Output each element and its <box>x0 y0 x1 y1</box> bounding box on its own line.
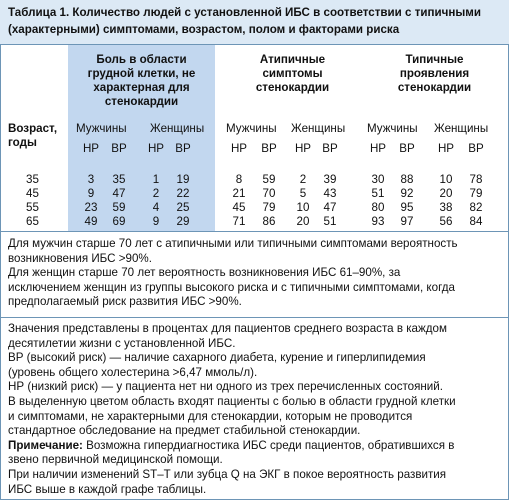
table-cell: 9 <box>87 187 95 200</box>
group2-header-line: Атипичные <box>259 53 326 66</box>
table-cell: 2 <box>299 173 307 186</box>
vr-label: ВР <box>399 142 415 155</box>
vr-label: ВР <box>175 142 191 155</box>
note-block-1 <box>8 237 503 310</box>
note-line: исключением женщин из группы высокого риска и с типичными симптомами, когда <box>8 280 456 294</box>
age-value: 65 <box>26 215 39 228</box>
note-line: Для мужчин старше 70 лет с атипичными или типичными симптомами вероятность <box>8 237 458 250</box>
table-cell: 79 <box>469 187 483 200</box>
group2-header-line: симптомы <box>262 67 323 80</box>
women-label: Женщины <box>434 122 489 135</box>
np-label: НР <box>82 142 100 155</box>
note-line: В выделенную цветом область входят пациенты с болью в области грудной клетки <box>8 394 456 408</box>
note-line: десятилетии жизни с установленной ИБС. <box>8 336 236 350</box>
note-line: ИБС выше в каждой графе таблицы. <box>8 482 207 496</box>
table-cell: 47 <box>112 187 126 200</box>
divider <box>0 317 509 318</box>
age-label <box>8 122 57 150</box>
vr-label: ВР <box>322 142 338 155</box>
table-cell: 82 <box>469 201 483 214</box>
group1-header <box>68 53 215 109</box>
table-cell: 43 <box>323 187 337 200</box>
table-cell: 1 <box>152 173 160 186</box>
np-label: НР <box>437 142 455 155</box>
table-cell: 88 <box>400 173 414 186</box>
note-line: звено первичной медицинской помощи. <box>8 453 223 467</box>
table-cell: 22 <box>176 187 190 200</box>
age-value: 45 <box>26 187 39 200</box>
table-cell: 49 <box>84 215 98 228</box>
table-cell: 59 <box>262 173 276 186</box>
table-cell: 20 <box>439 187 453 200</box>
age-value: 55 <box>26 201 39 214</box>
age-label-line: Возраст, <box>8 122 58 135</box>
table-cell: 2 <box>152 187 160 200</box>
group2-header-line: стенокардии <box>255 81 330 94</box>
men-label: Мужчины <box>367 122 418 135</box>
note-line <box>8 439 503 454</box>
note-line: ВР (высокий риск) — наличие сахарного диабета, курение и гиперлипидемия <box>8 351 426 365</box>
table-cell: 3 <box>87 173 95 186</box>
table-cell: 70 <box>262 187 276 200</box>
group2-header <box>220 53 365 95</box>
note-bold-label: Примечание: <box>8 438 83 452</box>
table-cell: 21 <box>232 187 246 200</box>
group3-header-line: Типичные <box>405 53 464 66</box>
table-cell: 69 <box>112 215 126 228</box>
table-cell: 95 <box>400 201 414 214</box>
men-label: Мужчины <box>76 122 127 135</box>
table-cell: 93 <box>371 215 385 228</box>
table-cell: 9 <box>152 215 160 228</box>
divider <box>0 231 509 232</box>
table-cell: 84 <box>469 215 483 228</box>
table-cell: 5 <box>299 187 307 200</box>
vr-label: ВР <box>261 142 277 155</box>
group3-header-line: проявления <box>399 67 470 80</box>
table-title <box>0 0 509 45</box>
title-text: Таблица 1. Количество людей с установленной ИБС в соответствии с типичными (характерными) симптомами, возрастом, полом и факторами риска <box>8 6 481 36</box>
note-line: возникновения ИБС >90%. <box>8 251 152 265</box>
table-cell: 19 <box>176 173 190 186</box>
note-line: стандартное обследование на предмет стабильной стенокардии. <box>8 424 361 438</box>
table-cell: 25 <box>176 201 190 214</box>
vr-label: ВР <box>468 142 484 155</box>
group1-header-line: стенокардии <box>104 95 179 108</box>
note-line: Значения представлены в процентах для пациентов среднего возраста в каждом <box>8 322 447 335</box>
table-cell: 20 <box>296 215 310 228</box>
table-cell: 35 <box>112 173 126 186</box>
np-label: НР <box>294 142 312 155</box>
table-cell: 38 <box>439 201 453 214</box>
note-line: НР (низкий риск) — у пациента нет ни одного из трех перечисленных состояний. <box>8 380 443 394</box>
women-label: Женщины <box>291 122 346 135</box>
np-label: НР <box>369 142 387 155</box>
table-cell: 4 <box>152 201 160 214</box>
note-line: Для женщин старше 70 лет вероятность возникновения ИБС 61–90%, за <box>8 266 401 280</box>
table-cell: 8 <box>235 173 243 186</box>
table-cell: 79 <box>262 201 276 214</box>
table-cell: 71 <box>232 215 246 228</box>
table-cell: 92 <box>400 187 414 200</box>
table-cell: 45 <box>232 201 246 214</box>
women-label: Женщины <box>150 122 205 135</box>
table-cell: 78 <box>469 173 483 186</box>
table-cell: 10 <box>439 173 453 186</box>
table-cell: 59 <box>112 201 126 214</box>
table-cell: 29 <box>176 215 190 228</box>
men-label: Мужчины <box>226 122 277 135</box>
table-cell: 51 <box>323 215 337 228</box>
table-cell: 47 <box>323 201 337 214</box>
table-cell: 23 <box>84 201 98 214</box>
table-cell: 80 <box>371 201 385 214</box>
group3-header <box>362 53 507 95</box>
age-value: 35 <box>26 173 39 186</box>
table-cell: 97 <box>400 215 414 228</box>
note-line: При наличии изменений ST–T или зубца Q на ЭКГ в покое вероятность развития <box>8 467 447 481</box>
note-text: Возможна гипердиагностика ИБС среди пациентов, обратившихся в <box>82 438 455 452</box>
table-cell: 30 <box>371 173 385 186</box>
np-label: НР <box>147 142 165 155</box>
note-line: и симптомами, не характерными для стенокардии, которым не проводится <box>8 409 413 423</box>
table-cell: 10 <box>296 201 310 214</box>
table-cell: 86 <box>262 215 276 228</box>
np-label: НР <box>230 142 248 155</box>
table-cell: 39 <box>323 173 337 186</box>
group1-header-line: грудной клетки, не <box>87 67 196 80</box>
group1-header-line: Боль в области <box>96 53 187 66</box>
age-label-line: годы <box>8 136 37 149</box>
note-line: (уровень общего холестерина >6,47 ммоль/л). <box>8 365 258 379</box>
group1-header-line: характерная для <box>93 81 190 94</box>
note-line: предполагаемый риск развития ИБС >90%. <box>8 295 242 309</box>
table-cell: 56 <box>439 215 453 228</box>
group3-header-line: стенокардии <box>397 81 472 94</box>
note-block-2 <box>8 322 503 497</box>
vr-label: ВР <box>111 142 127 155</box>
table-cell: 51 <box>371 187 385 200</box>
